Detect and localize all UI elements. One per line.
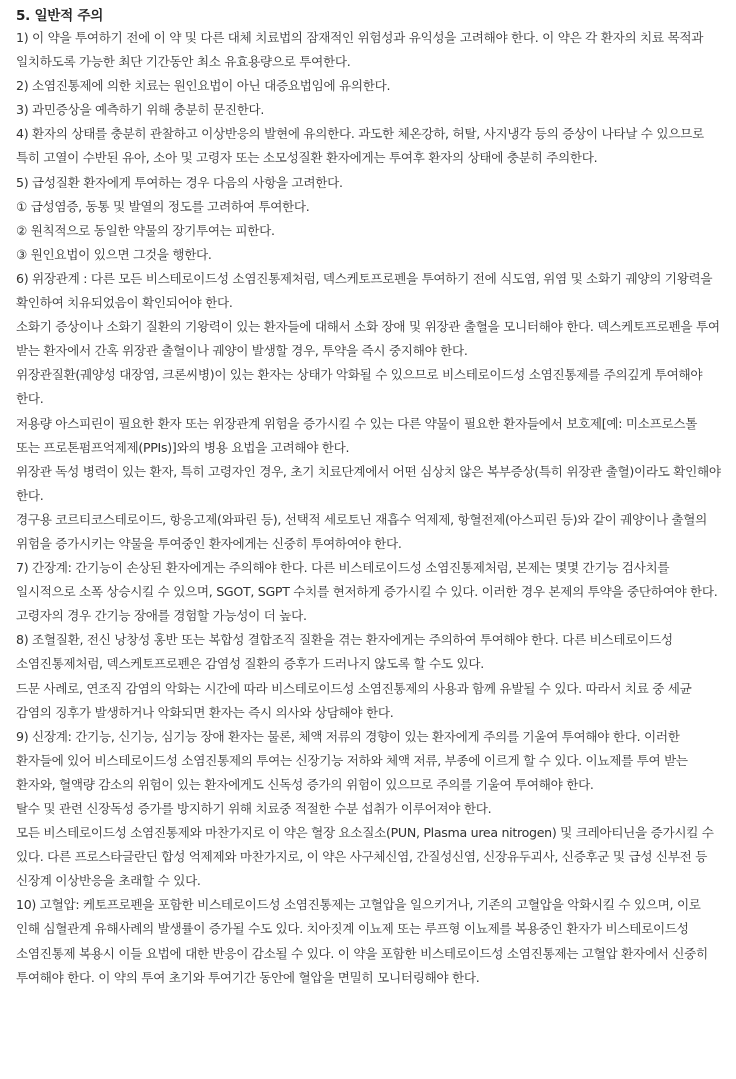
paragraph: 드문 사례로, 연조직 감염의 악화는 시간에 따라 비스테로이드성 소염진통제의 사용과 함께 유발될 수 있다. 따라서 치료 중 세균 감염의 징후가 발생하거나 악화되면 환자는 즉시 의사와 상담해야 한다. bbox=[16, 680, 692, 720]
paragraph: 7) 간장계: 간기능이 손상된 환자에게는 주의해야 한다. 다른 비스테로이드성 소염진통제처럼, 본제는 몇몇 간기능 검사치를 일시적으로 소폭 상승시킬 수 있으며, SGOT, SGPT 수치를 현저하게 증가시킬 수 있다. 이러한 경우 본제의 투약을 중단하여야 한다. 고령자의 경우 간기능 장애를 경험할 가능성이 더 높다. bbox=[16, 560, 718, 624]
paragraph: 3) 과민증상을 예측하기 위해 충분히 문진한다. bbox=[16, 102, 265, 118]
paragraph: 8) 조혈질환, 전신 낭창성 홍반 또는 복합성 결합조직 질환을 겪는 환자에게는 주의하여 투여해야 한다. 다른 비스테로이드성 소염진통제처럼, 덱스케토프로펜은 감염성 질환의 증후가 드러나지 않도록 할 수도 있다. bbox=[16, 632, 673, 672]
paragraph: 1) 이 약을 투여하기 전에 이 약 및 다른 대체 치료법의 잠재적인 위험성과 유익성을 고려해야 한다. 이 약은 각 환자의 치료 목적과 일치하도록 가능한 최단 기간동안 최소 유효용량으로 투여한다. bbox=[16, 30, 704, 70]
paragraph: 위장관 독성 병력이 있는 환자, 특히 고령자인 경우, 초기 치료단계에서 어떤 심상치 않은 복부증상(특히 위장관 출혈)이라도 확인해야 한다. bbox=[16, 463, 721, 503]
paragraph: 저용량 아스피린이 필요한 환자 또는 위장관계 위험을 증가시킬 수 있는 다른 약물이 필요한 환자들에서 보호제[예: 미소프로스톨 또는 프로톤펌프억제제(PPIs)]와의 병용 요법을 고려해야 한다. bbox=[16, 415, 698, 455]
paragraph: 위장관질환(궤양성 대장염, 크론씨병)이 있는 환자는 상태가 악화될 수 있으므로 비스테로이드성 소염진통제를 주의깊게 투여해야 한다. bbox=[16, 367, 703, 407]
paragraph: 2) 소염진통제에 의한 치료는 원인요법이 아닌 대증요법임에 유의한다. bbox=[16, 78, 391, 94]
paragraph: 5) 급성질환 환자에게 투여하는 경우 다음의 사항을 고려한다. bbox=[16, 174, 343, 190]
paragraph: ② 원칙적으로 동일한 약물의 장기투여는 피한다. bbox=[16, 222, 275, 238]
section-heading: 5. 일반적 주의 bbox=[16, 8, 104, 24]
paragraph: 경구용 코르티코스테로이드, 항응고제(와파린 등), 선택적 세로토닌 재흡수 억제제, 항혈전제(아스피린 등)와 같이 궤양이나 출혈의 위험을 증가시키는 약물을 투여중인 환자에게는 신중히 투여하여야 한다. bbox=[16, 511, 708, 551]
paragraph: 모든 비스테로이드성 소염진통제와 마찬가지로 이 약은 혈장 요소질소(PUN, Plasma urea nitrogen) 및 크레아티닌을 증가시킬 수 있다. 다른 프로스타글란딘 합성 억제제와 마찬가지로, 이 약은 사구체신염, 간질성신염, 신장유두괴사, 신증후군 및 급성 신부전 등 신장계 이상반응을 초래할 수 있다. bbox=[16, 825, 714, 889]
paragraph: ① 급성염증, 동통 및 발열의 정도를 고려하여 투여한다. bbox=[16, 198, 310, 214]
paragraph: 6) 위장관계 : 다른 모든 비스테로이드성 소염진통제처럼, 덱스케토프로펜을 투여하기 전에 식도염, 위염 및 소화기 궤양의 기왕력을 확인하여 치유되었음이 확인되어야 한다. bbox=[16, 270, 713, 311]
paragraph: 9) 신장계: 간기능, 신기능, 심기능 장애 환자는 물론, 체액 저류의 경향이 있는 환자에게 주의를 기울여 투여해야 한다. 이러한 환자들에 있어 비스테로이드성 소염진통제의 투여는 신장기능 저하와 체액 저류, 부종에 이르게 할 수 있다. 이뇨제를 투여 받는 환자와, 혈액량 감소의 위험이 있는 환자에게도 신독성 증가의 위험이 있으므로 주의를 기울여 투여해야 한다. bbox=[16, 728, 688, 792]
paragraph: 소화기 증상이나 소화기 질환의 기왕력이 있는 환자들에 대해서 소화 장애 및 위장관 출혈을 모니터해야 한다. 덱스케토프로펜을 투여 받는 환자에서 간혹 위장관 출혈이나 궤양이 발생할 경우, 투약을 즉시 중지해야 한다. bbox=[16, 319, 720, 359]
paragraph: 4) 환자의 상태를 충분히 관찰하고 이상반응의 발현에 유의한다. 과도한 체온강하, 허탈, 사지냉각 등의 증상이 나타날 수 있으므로 특히 고열이 수반된 유아, 소아 및 고령자 또는 소모성질환 환자에게는 투여후 환자의 상태에 충분히 주의한다. bbox=[16, 126, 704, 166]
paragraph: ③ 원인요법이 있으면 그것을 행한다. bbox=[16, 246, 212, 262]
paragraph: 탈수 및 관련 신장독성 증가를 방지하기 위해 치료중 적절한 수분 섭취가 이루어져야 한다. bbox=[16, 801, 492, 816]
paragraph-list bbox=[16, 26, 724, 990]
paragraph: 10) 고혈압: 케토프로펜을 포함한 비스테로이드성 소염진통제는 고혈압을 일으키거나, 기존의 고혈압을 악화시킬 수 있으며, 이로 인해 심혈관계 유해사례의 발생률이 증가될 수도 있다. 치아짓계 이뇨제 또는 루프형 이뇨제를 복용중인 환자가 비스테로이드성 소염진통제 복용시 이들 요법에 대한 반응이 감소될 수 있다. 이 약을 포함한 비스테로이드성 소염진통제는 고혈압 환자에서 신중히 투여해야 한다. 이 약의 투여 초기와 투여기간 동안에 혈압을 면밀히 모니터링해야 한다. bbox=[16, 897, 708, 985]
